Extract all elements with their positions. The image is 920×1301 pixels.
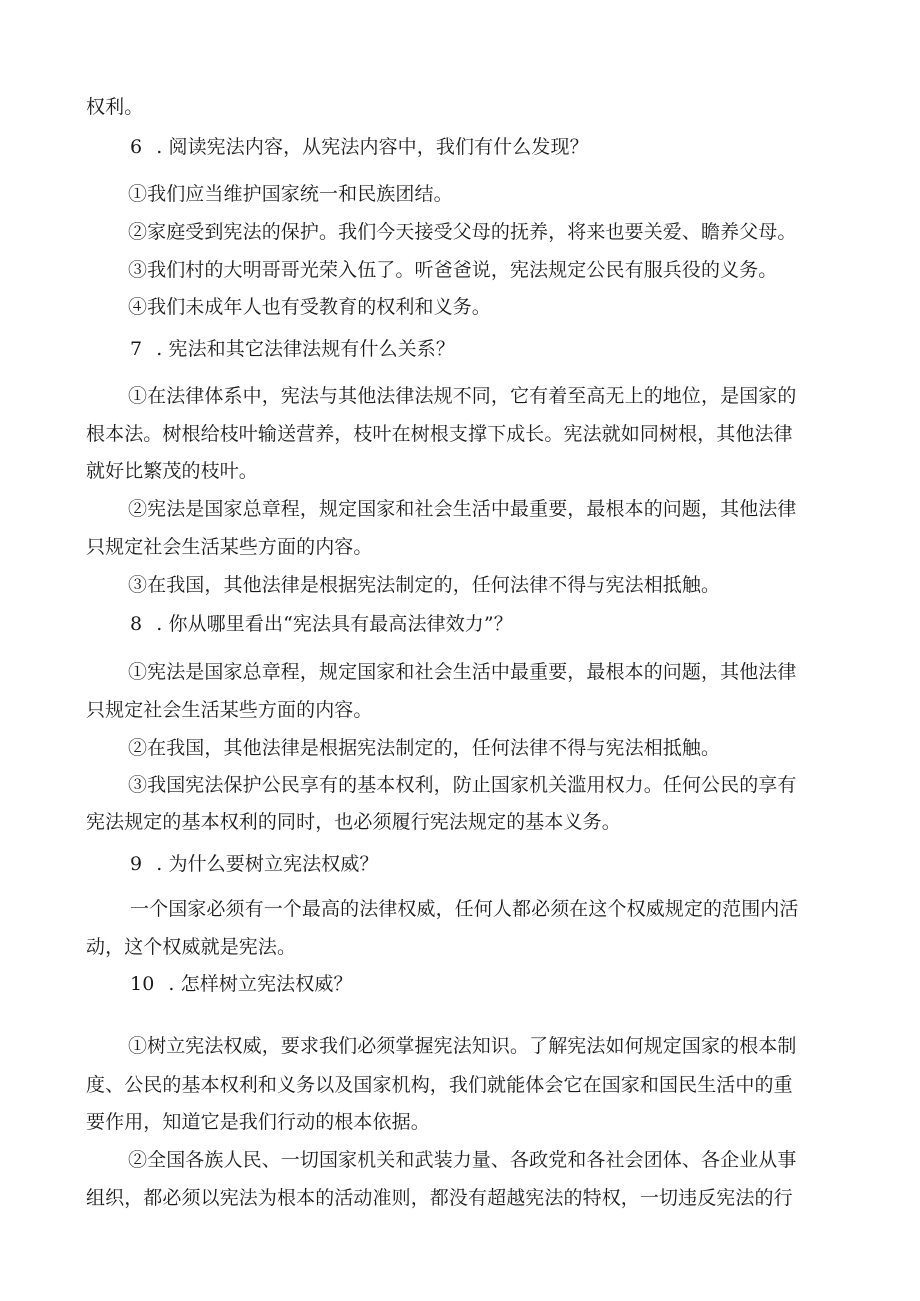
question-number: 9	[130, 853, 143, 875]
paragraph-line: 只规定社会生活某些方面的内容。	[86, 536, 373, 558]
paragraph-line: ②家庭受到宪法的保护。我们今天接受父母的抚养，将来也要关爱、瞻养父母。	[128, 221, 797, 243]
paragraph-line: 要作用，知道它是我们行动的根本依据。	[86, 1111, 430, 1133]
paragraph-line: 一个国家必须有一个最高的法律权威，任何人都必须在这个权威规定的范围内活	[130, 898, 799, 920]
paragraph-line: ①我们应当维护国家统一和民族团结。	[128, 183, 453, 205]
question-text: . 怎样树立宪法权威？	[168, 973, 353, 995]
question-text: . 阅读宪法内容，从宪法内容中，我们有什么发现？	[156, 136, 589, 158]
question-heading-6	[130, 135, 890, 159]
paragraph-line: ①树立宪法权威，要求我们必须掌握宪法知识。了解宪法如何规定国家的根本制	[128, 1035, 797, 1057]
paragraph-line: 权利。	[86, 96, 144, 118]
question-heading-9	[130, 852, 890, 876]
question-number: 6	[130, 136, 143, 158]
paragraph-line: ②全国各族人民、一切国家机关和武装力量、各政党和各社会团体、各企业从事	[128, 1149, 797, 1171]
paragraph-line: ④我们未成年人也有受教育的权利和义务。	[128, 296, 491, 318]
paragraph-line: 动，这个权威就是宪法。	[86, 936, 297, 958]
paragraph-line: 就好比繁茂的枝叶。	[86, 460, 258, 482]
paragraph-line: 组织，都必须以宪法为根本的活动准则，都没有超越宪法的特权，一切违反宪法的行	[86, 1187, 793, 1209]
question-text: . 宪法和其它法律法规有什么关系？	[156, 338, 455, 360]
paragraph-line: ②宪法是国家总章程，规定国家和社会生活中最重要，最根本的问题，其他法律	[128, 498, 797, 520]
paragraph-line: 根本法。树根给枝叶输送营养，枝叶在树根支撑下成长。宪法就如同树根，其他法律	[86, 423, 793, 445]
paragraph-line: 只规定社会生活某些方面的内容。	[86, 699, 373, 721]
paragraph-line: ①宪法是国家总章程，规定国家和社会生活中最重要，最根本的问题，其他法律	[128, 661, 797, 683]
paragraph-line: ②在我国，其他法律是根据宪法制定的，任何法律不得与宪法相抵触。	[128, 737, 721, 759]
question-text: . 你从哪里看出“宪法具有最高法律效力”？	[156, 613, 513, 635]
paragraph-line: 度、公民的基本权利和义务以及国家机构，我们就能体会它在国家和国民生活中的重	[86, 1074, 793, 1096]
paragraph-line: ③在我国，其他法律是根据宪法制定的，任何法律不得与宪法相抵触。	[128, 574, 721, 596]
question-heading-7	[130, 337, 890, 361]
question-number: 8	[130, 613, 143, 635]
paragraph-line: ③我国宪法保护公民享有的基本权利，防止国家机关滥用权力。任何公民的享有	[128, 774, 797, 796]
question-text: . 为什么要树立宪法权威？	[156, 853, 379, 875]
question-number: 7	[130, 338, 143, 360]
paragraph-line: ③我们村的大明哥哥光荣入伍了。听爸爸说，宪法规定公民有服兵役的义务。	[128, 259, 778, 281]
paragraph-line: ①在法律体系中，宪法与其他法律法规不同，它有着至高无上的地位，是国家的	[128, 385, 797, 407]
question-heading-10	[130, 972, 890, 996]
question-number: 10	[130, 973, 155, 995]
paragraph-line: 宪法规定的基本权利的同时，也必须履行宪法规定的基本义务。	[86, 811, 621, 833]
question-heading-8	[130, 612, 890, 636]
